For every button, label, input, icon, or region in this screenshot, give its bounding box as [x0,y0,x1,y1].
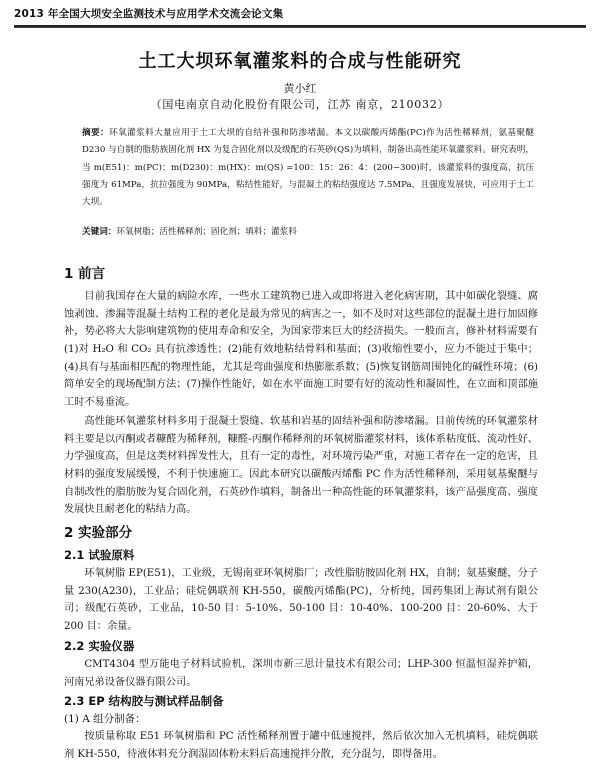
subsection-heading-materials: 2.1 试验原料 [64,548,135,562]
intro-paragraph-2: 高性能环氧灌浆材料多用于混凝土裂缝、软基和岩基的固结补强和防渗堵漏。目前传统的环氧灌浆材料主要是以丙酮或者糠醛为稀释剂，糠醛-丙酮作稀释剂的环氧树脂灌浆材料，该体系粘度低、流动性好、力学强度高，但是这类材料挥发性大，且有一定的毒性，对环境污染严重，对施工者存在一定的危害，且材料的强度发展缓慢，不利于快速施工。因此本研究以碳酸丙烯酯 PC 作为活性稀释剂，采用氨基聚醚与自制改性的脂肪胺为复合固化剂，石英砂作填料，制备出一种高性能的环氧灌浆料，该产品强度高、强度发展快且耐老化的粘结力高。 [64,416,538,516]
header-rule [14,27,586,28]
subsection-heading-instruments: 2.2 实验仪器 [64,639,135,653]
keywords-text: 环氧树脂；活性稀释剂；固化剂；填料；灌浆料 [116,227,297,237]
section-heading-experiment: 2 实验部分 [64,525,133,541]
author-name: 黄小红 [283,82,317,95]
materials-paragraph: 环氧树脂 EP(E51)，工业级，无锡南亚环氧树脂厂；改性脂肪胺固化剂 HX，自制；氨基聚醚，分子量 230(A230)，工业品；硅烷偶联剂 KH-550，碳酸丙烯酯(PC)，分析纯，国药集团上海试剂有限公司；级配石英砂，工业品，10-50 目：5-10%、50-100 目：10-40%、100-200 目：20-60%、大于 200 目：余量。 [64,568,538,632]
subsection-heading-sample-prep: 2.3 EP 结构胶与测试样品制备 [64,694,224,708]
sample-prep-step-label: (1) A 组分制备： [64,713,146,725]
instruments-paragraph: CMT4304 型万能电子材料试验机，深圳市新三思计量技术有限公司；LHP-300 恒温恒湿养护箱，河南兄弟设备仪器有限公司。 [64,659,538,688]
author-affiliation: （国电南京自动化股份有限公司，江苏 南京，210032） [150,98,450,111]
paper-title: 土工大坝环氧灌浆料的合成与性能研究 [138,51,462,72]
keywords [82,225,534,239]
abstract-label: 摘要： [82,128,110,138]
sample-prep-paragraph: 按质量称取 E51 环氧树脂和 PC 活性稀释剂置于罐中低速搅拌，然后依次加入无机填料，硅烷偶联剂 KH-550，待液体料充分润湿固体粉末料后高速搅拌分散，充分混匀，即得备用。 [64,731,538,760]
abstract-text: 环氧灌浆料大量应用于土工大坝的自结补强和防渗堵漏。本文以碳酸丙烯酯(PC)作为活性稀释剂，氨基聚醚 D230 与自制的脂肪族固化剂 HX 为复合固化剂以及级配的石英砂(QS)为填料，制备出高性能环氧灌浆料。研究表明，当 m(E51)：m(PC)：m(D230)：m(HX)：m(QS) =100：15：26：4：(200~300)时，该灌浆料的强度高，抗压强度为 61MPa，抗拉强度为 90MPa，粘结性能好，与混凝土的粘结强度达 7.5MPa，且强度发展快，可应用于土工大坝。 [82,128,534,208]
abstract [82,125,534,211]
running-header: 2013 年全国大坝安全监测技术与应用学术交流会论文集 [14,6,586,27]
keywords-label: 关键词： [82,227,117,237]
section-heading-introduction: 1 前言 [64,266,106,282]
intro-paragraph-1: 目前我国存在大量的病险水库，一些水工建筑物已进入或即将进入老化病害期，其中如碳化裂缝、腐蚀剥蚀、渗漏等混凝土结构工程的老化是最为常见的病害之一，如不及时对这些部位的混凝土进行加固修补，势必将大大影响建筑物的使用寿命和安全，为国家带来巨大的经济损失。一般而言，修补材料需要有(1)对 H₂O 和 CO₂ 具有抗渗透性；(2)能有效地粘结骨料和基面；(3)收缩性要小，应力不能过于集中；(4)具有与基面相匹配的物理性能，尤其是弯曲强度和热膨胀系数；(5)恢复钢筋周围钝化的碱性环境；(6)简单安全的现场配制方法；(7)操作性能好，如在水平面施工时要有好的流动性和凝固性，在立面和顶部施工时不易垂流。 [64,291,538,408]
